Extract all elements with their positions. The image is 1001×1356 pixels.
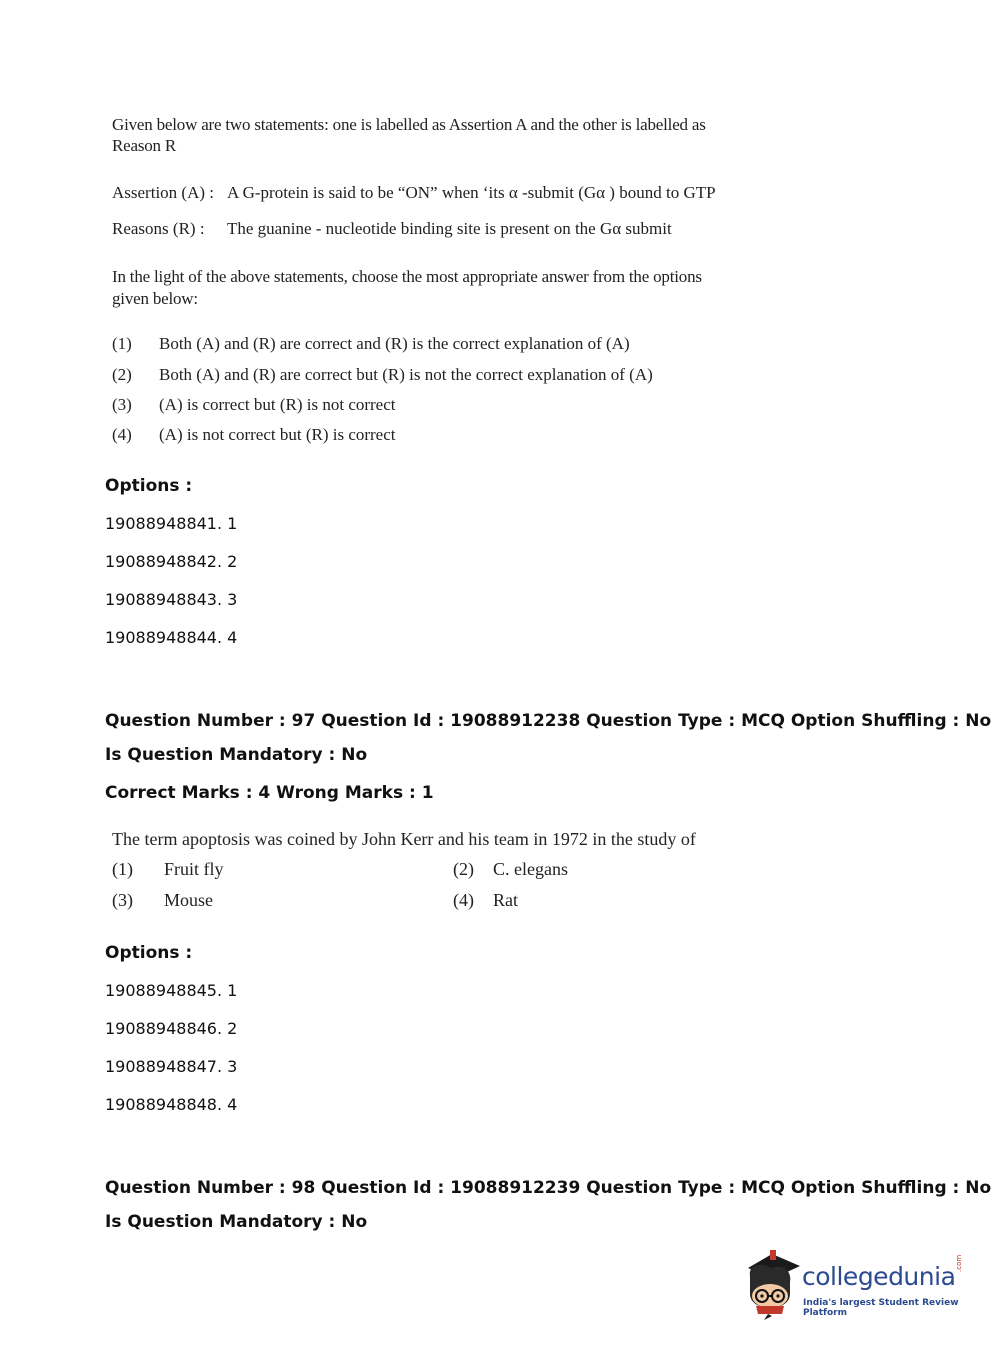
logo-tagline: India's largest Student Review Platform <box>803 1298 959 1318</box>
q96-intro-line1: Given below are two statements: one is labelled as Assertion A and the other is labelled as <box>112 115 706 134</box>
q97-choice-text: Mouse <box>164 890 213 910</box>
q97-mandatory: Is Question Mandatory : No <box>105 745 368 765</box>
q97-option-item: 19088948846. 2 <box>105 1019 238 1038</box>
q97-choice-num: (3) <box>112 890 133 910</box>
q97-choice-text: Fruit fly <box>164 859 224 879</box>
q96-choice-num: (3) <box>112 395 132 414</box>
q97-choice-num: (2) <box>453 859 474 879</box>
mascot-icon <box>742 1250 802 1320</box>
q96-choice-text: Both (A) and (R) are correct and (R) is the correct explanation of (A) <box>159 334 630 353</box>
q97-choice-text: C. elegans <box>493 859 568 879</box>
q96-option-item: 19088948842. 2 <box>105 552 238 571</box>
q96-choice-text: (A) is not correct but (R) is correct <box>159 425 396 444</box>
q97-choice-num: (4) <box>453 890 474 910</box>
q96-option-item: 19088948841. 1 <box>105 514 238 533</box>
q97-choice-text: Rat <box>493 890 518 910</box>
q97-header: Question Number : 97 Question Id : 19088912238 Question Type : MCQ Option Shuffling : No <box>105 711 992 731</box>
q98-mandatory: Is Question Mandatory : No <box>105 1212 368 1232</box>
q96-options-label: Options : <box>105 476 193 496</box>
q97-choice-num: (1) <box>112 859 133 879</box>
q97-option-item: 19088948847. 3 <box>105 1057 238 1076</box>
q96-choice-text: Both (A) and (R) are correct but (R) is not the correct explanation of (A) <box>159 365 653 384</box>
q97-option-item: 19088948848. 4 <box>105 1095 238 1114</box>
q96-choice-num: (1) <box>112 334 132 353</box>
collegedunia-logo[interactable] <box>742 1250 972 1320</box>
q96-choice-num: (2) <box>112 365 132 384</box>
assertion-label: Assertion (A) : <box>112 183 214 202</box>
q97-options-label: Options : <box>105 943 193 963</box>
q96-instruction-line2: given below: <box>112 289 198 308</box>
reason-label: Reasons (R) : <box>112 219 205 238</box>
q97-option-item: 19088948845. 1 <box>105 981 238 1000</box>
q97-marks: Correct Marks : 4 Wrong Marks : 1 <box>105 783 434 803</box>
q96-choice-text: (A) is correct but (R) is not correct <box>159 395 396 414</box>
assertion-text: A G-protein is said to be “ON” when ‘its α -submit (Gα ) bound to GTP <box>227 183 716 202</box>
logo-wordmark: collegedunia <box>802 1262 956 1291</box>
reason-text: The guanine - nucleotide binding site is present on the Gα submit <box>227 219 672 238</box>
logo-suffix: .com <box>955 1254 963 1272</box>
q96-choice-num: (4) <box>112 425 132 444</box>
q96-option-item: 19088948844. 4 <box>105 628 238 647</box>
q97-question: The term apoptosis was coined by John Kerr and his team in 1972 in the study of <box>112 829 696 849</box>
q96-instruction-line1: In the light of the above statements, choose the most appropriate answer from the options <box>112 267 702 286</box>
q96-option-item: 19088948843. 3 <box>105 590 238 609</box>
q96-intro-line2: Reason R <box>112 136 177 155</box>
q98-header: Question Number : 98 Question Id : 19088912239 Question Type : MCQ Option Shuffling : No <box>105 1178 992 1198</box>
